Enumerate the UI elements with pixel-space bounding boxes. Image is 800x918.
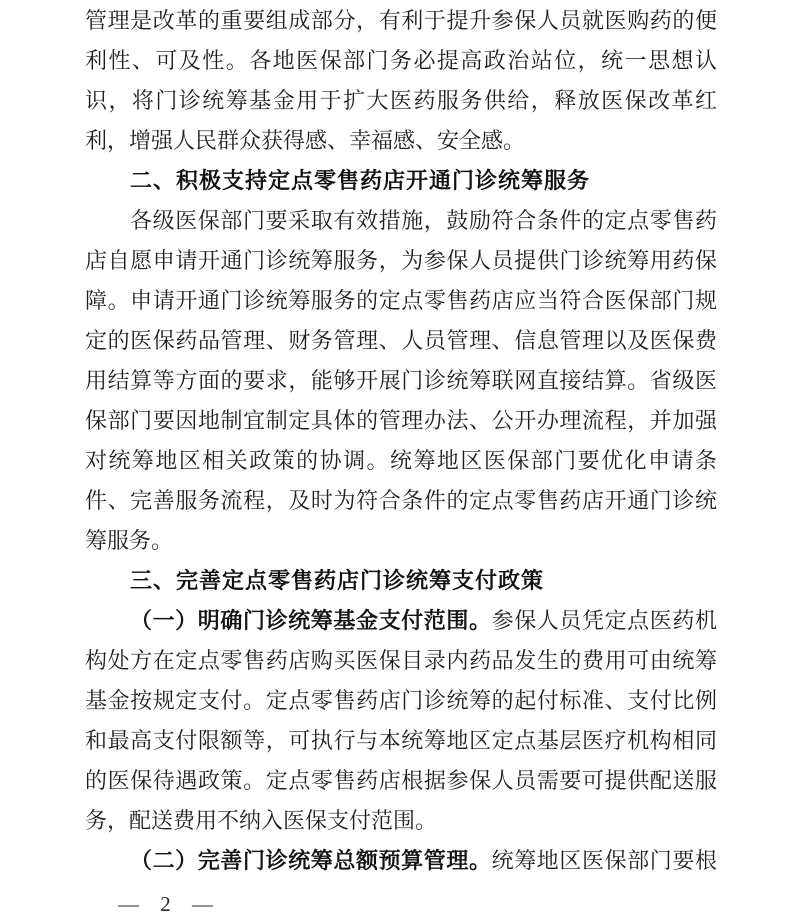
- bold-lead-text: （二）完善门诊统筹总额预算管理。: [130, 848, 492, 873]
- paragraph-line: [85, 521, 717, 561]
- paragraph-line: [85, 281, 717, 321]
- body-text: 的医保待遇政策。定点零售药店根据参保人员需要可提供配送服: [85, 768, 717, 793]
- section-heading: [85, 161, 717, 201]
- body-text: 管理是改革的重要组成部分，有利于提升参保人员就医购药的便: [85, 8, 717, 33]
- paragraph-line: [85, 121, 717, 161]
- paragraph-line: [85, 201, 717, 241]
- paragraph-line: [85, 761, 717, 801]
- body-text: 务，配送费用不纳入医保支付范围。: [85, 808, 438, 833]
- page-number: — 2 —: [118, 892, 220, 916]
- body-text: 三、完善定点零售药店门诊统筹支付政策: [130, 568, 545, 593]
- body-text: 筹服务。: [85, 528, 174, 553]
- paragraph-line: [85, 681, 717, 721]
- paragraph-line: [85, 641, 717, 681]
- body-text: 统筹地区医保部门要根: [491, 848, 717, 873]
- body-text: 基金按规定支付。定点零售药店门诊统筹的起付标准、支付比例: [85, 688, 717, 713]
- body-text: 参保人员凭定点医药机: [491, 608, 717, 633]
- body-text: 店自愿申请开通门诊统筹服务，为参保人员提供门诊统筹用药保: [85, 248, 717, 273]
- body-text: 保部门要因地制宜制定具体的管理办法、公开办理流程，并加强: [85, 408, 717, 433]
- body-text: 利，增强人民群众获得感、幸福感、安全感。: [85, 128, 526, 153]
- paragraph-line: [85, 1, 717, 41]
- paragraph-line: [85, 241, 717, 281]
- paragraph-line: [85, 361, 717, 401]
- body-text: 构处方在定点零售药店购买医保目录内药品发生的费用可由统筹: [85, 648, 717, 673]
- document-body: [85, 1, 717, 881]
- paragraph-line: [85, 481, 717, 521]
- paragraph-line: [85, 441, 717, 481]
- body-text: 障。申请开通门诊统筹服务的定点零售药店应当符合医保部门规: [85, 288, 717, 313]
- bold-lead-text: （一）明确门诊统筹基金支付范围。: [130, 608, 492, 633]
- body-text: 定的医保药品管理、财务管理、人员管理、信息管理以及医保费: [85, 328, 717, 353]
- body-text: 用结算等方面的要求，能够开展门诊统筹联网直接结算。省级医: [85, 368, 717, 393]
- body-text: 和最高支付限额等，可执行与本统筹地区定点基层医疗机构相同: [85, 728, 717, 753]
- paragraph-line: [85, 601, 717, 641]
- body-text: 件、完善服务流程，及时为符合条件的定点零售药店开通门诊统: [85, 488, 717, 513]
- body-text: 识，将门诊统筹基金用于扩大医药服务供给，释放医保改革红: [85, 88, 717, 113]
- body-text: 利性、可及性。各地医保部门务必提高政治站位，统一思想认: [85, 48, 717, 73]
- paragraph-line: [85, 841, 717, 881]
- paragraph-line: [85, 401, 717, 441]
- paragraph-line: [85, 801, 717, 841]
- paragraph-line: [85, 721, 717, 761]
- paragraph-line: [85, 81, 717, 121]
- body-text: 各级医保部门要采取有效措施，鼓励符合条件的定点零售药: [130, 208, 717, 233]
- paragraph-line: [85, 321, 717, 361]
- paragraph-line: [85, 41, 717, 81]
- body-text: 二、积极支持定点零售药店开通门诊统筹服务: [130, 168, 591, 193]
- body-text: 对统筹地区相关政策的协调。统筹地区医保部门要优化申请条: [85, 448, 717, 473]
- section-heading: [85, 561, 717, 601]
